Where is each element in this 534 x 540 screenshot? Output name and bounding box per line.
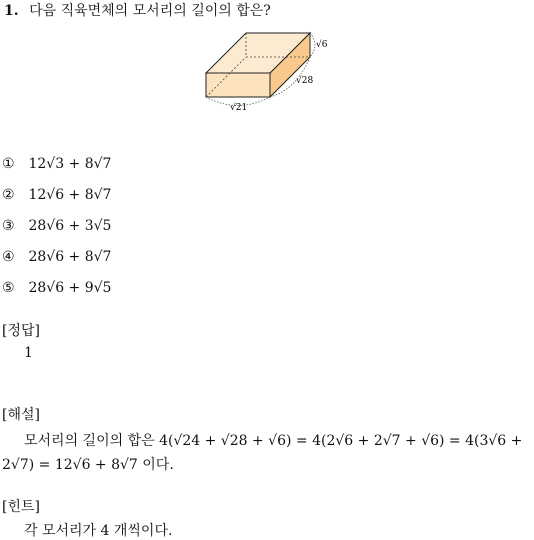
choice-3-marker: ③ xyxy=(2,218,15,234)
choice-5-text: 28√6 + 9√5 xyxy=(28,280,112,296)
choice-3-text: 28√6 + 3√5 xyxy=(28,218,112,234)
choice-1-text: 12√3 + 8√7 xyxy=(28,156,112,172)
hint-label: [힌트] xyxy=(2,499,40,515)
question-text: 다음 직육면체의 모서리의 길이의 합은? xyxy=(29,3,271,19)
label-height: √6 xyxy=(316,40,328,50)
choice-5-marker: ⑤ xyxy=(2,280,15,296)
choice-1-marker: ① xyxy=(2,156,15,172)
choice-1[interactable] xyxy=(2,156,111,172)
choice-2-text: 12√6 + 8√7 xyxy=(28,187,112,203)
solution-line-1: 모서리의 길이의 합은 4(√24 + √28 + √6) = 4(2√6 + 2√7 + √6) = 4(3√6 + xyxy=(24,433,523,449)
answer-value: 1 xyxy=(24,345,33,361)
cuboid-front-face xyxy=(206,73,270,97)
label-width: √21 xyxy=(230,103,248,112)
choice-4[interactable] xyxy=(2,249,111,265)
choice-2[interactable] xyxy=(2,187,111,203)
solution-line-2: 2√7) = 12√6 + 8√7 이다. xyxy=(2,457,174,473)
question-number: 1. xyxy=(4,3,19,19)
question xyxy=(4,0,271,20)
choice-4-marker: ④ xyxy=(2,249,15,265)
choice-5[interactable] xyxy=(2,280,111,296)
choice-4-text: 28√6 + 8√7 xyxy=(28,249,112,265)
hint-text: 각 모서리가 4 개씩이다. xyxy=(24,523,173,539)
label-depth: √28 xyxy=(296,76,314,86)
answer-label: [정답] xyxy=(2,323,40,339)
choice-3[interactable] xyxy=(2,218,111,234)
solution-label: [해설] xyxy=(2,407,40,423)
cuboid-figure xyxy=(196,28,336,112)
choice-2-marker: ② xyxy=(2,187,15,203)
